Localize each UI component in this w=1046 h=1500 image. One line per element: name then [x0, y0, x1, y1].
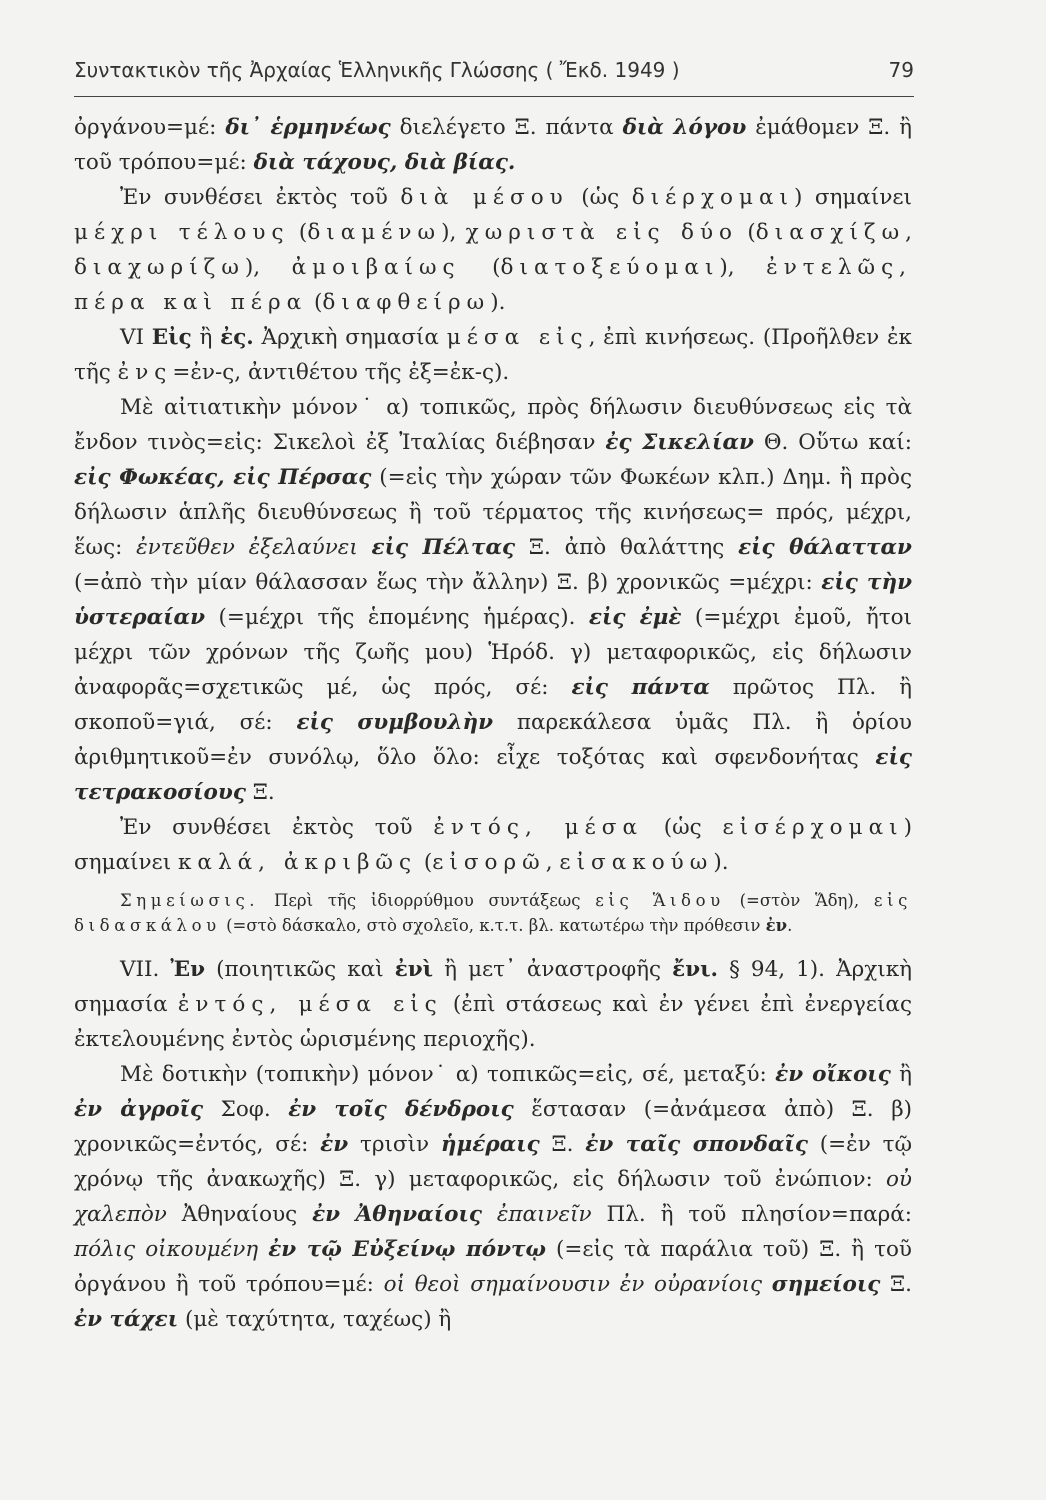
- paragraph-eis-compounds: Ἐν συνθέσει ἐκτὸς τοῦ ἐντός, μέσα (ὡς εἰσέρχομαι) σημαίνει καλά, ἀκριβῶς (εἰσορῶ, εἰσακούω).: [74, 815, 913, 875]
- paragraph-dia-compounds: Ἐν συνθέσει ἐκτὸς τοῦ διὰ μέσου (ὡς διέρχομαι) σημαίνει μέχρι τέλους (διαμένω), χωριστὰ εἰς δύο (διασχίζω, διαχωρίζω), ἀμοιβαίως (διατοξεύομαι), ἐντελῶς, πέρα καὶ πέρα (διαφθείρω).: [74, 185, 912, 315]
- note-paragraph: Σημείωσις. Περὶ τῆς ἰδιορρύθμου συντάξεως εἰς Ἅιδου (=στὸν Ἅδη), εἰς διδασκάλου (=στὸ δάσκαλο, στὸ σχολεῖο, κ.τ.τ. βλ. κατωτέρω τὴν πρόθεσιν ἐν.: [74, 891, 913, 935]
- running-title: Συντακτικὸν τῆς Ἀρχαίας Ἑλληνικῆς Γλώσσης ( Ἔκδ. 1949 ): [74, 58, 680, 82]
- section-vii-heading: VII. Ἐν (ποιητικῶς καὶ ἐνὶ ἢ μετ᾽ ἀναστροφῆς ἔνι. § 94, 1). Ἀρχικὴ σημασία ἐντός, μέσα εἰς (ἐπὶ στάσεως καὶ ἐν γένει ἐπὶ ἐνεργείας ἐκτελουμένης ἐντὸς ὡρισμένης περιοχῆς).: [74, 957, 913, 1052]
- paragraph-eis-accusative: Μὲ αἰτιατικὴν μόνον˙ α) τοπικῶς, πρὸς δήλωσιν διευθύνσεως εἰς τὰ ἔνδον τινὸς=εἰς: Σικελοὶ ἐξ Ἰταλίας διέβησαν ἐς Σικελίαν Θ. Οὕτω καί: εἰς Φωκέας, εἰς Πέρσας (=εἰς τὴν χώραν τῶν Φωκέων κλπ.) Δημ. ἢ πρὸς δήλωσιν ἁπλῆς διευθύνσεως ἢ τοῦ τέρματος τῆς κινήσεως= πρός, μέχρι, ἕως: ἐντεῦθεν ἐξελαύνει εἰς Πέλτας Ξ. ἀπὸ θαλάττης εἰς θάλατταν (=ἀπὸ τὴν μίαν θάλασσαν ἕως τὴν ἄλλην) Ξ. β) χρονικῶς =μέχρι: εἰς τὴν ὑστεραίαν (=μέχρι τῆς ἑπομένης ἡμέρας). εἰς ἐμὲ (=μέχρι ἐμοῦ, ἤτοι μέχρι τῶν χρόνων τῆς ζωῆς μου) Ἡρόδ. γ) μεταφορικῶς, εἰς δήλωσιν ἀναφορᾶς=σχετικῶς μέ, ὡς πρός, σέ: εἰς πάντα πρῶτος Πλ. ἢ σκοποῦ=γιά, σέ: εἰς συμβουλὴν παρεκάλεσα ὑμᾶς Πλ. ἢ ὁρίου ἀριθμητικοῦ=ἐν συνόλῳ, ὅλο ὅλο: εἶχε τοξότας καὶ σφενδονήτας εἰς τετρακοσίους Ξ.: [74, 395, 913, 805]
- running-header: [74, 58, 914, 82]
- page-number: 79: [888, 58, 914, 82]
- section-vi-heading: VI Εἰς ἢ ἐς. Ἀρχικὴ σημασία μέσα εἰς, ἐπὶ κινήσεως. (Προῆλθεν ἐκ τῆς ἐνς=ἐν-ς, ἀντιθέτου τῆς ἐξ=ἐκ-ς).: [74, 325, 912, 385]
- page-body: [74, 110, 912, 1337]
- header-rule: [74, 96, 914, 97]
- paragraph-dia-meaning: ὀργάνου=μέ: δι᾽ ἑρμηνέως διελέγετο Ξ. πάντα διὰ λόγου ἐμάθομεν Ξ. ἢ τοῦ τρόπου=μέ: διὰ τάχους, διὰ βίας.: [74, 115, 912, 175]
- paragraph-en-dative: Μὲ δοτικὴν (τοπικὴν) μόνον˙ α) τοπικῶς=εἰς, σέ, μεταξύ: ἐν οἴκοις ἢ ἐν ἀγροῖς Σοφ. ἐν τοῖς δένδροις ἕστασαν (=ἀνάμεσα ἀπὸ) Ξ. β) χρονικῶς=ἐντός, σέ: ἐν τρισὶν ἡμέραις Ξ. ἐν ταῖς σπονδαῖς (=ἐν τῷ χρόνῳ τῆς ἀνακωχῆς) Ξ. γ) μεταφορικῶς, εἰς δήλωσιν τοῦ ἐνώπιον: οὐ χαλεπὸν Ἀθηναίους ἐν Ἀθηναίοις ἐπαινεῖν Πλ. ἢ τοῦ πλησίον=παρά: πόλις οἰκουμένη ἐν τῷ Εὐξείνῳ πόντῳ (=εἰς τὰ παράλια τοῦ) Ξ. ἢ τοῦ ὀργάνου ἢ τοῦ τρόπου=μέ: οἱ θεοὶ σημαίνουσιν ἐν οὐρανίοις σημείοις Ξ. ἐν τάχει (μὲ ταχύτητα, ταχέως) ἢ: [74, 1062, 913, 1332]
